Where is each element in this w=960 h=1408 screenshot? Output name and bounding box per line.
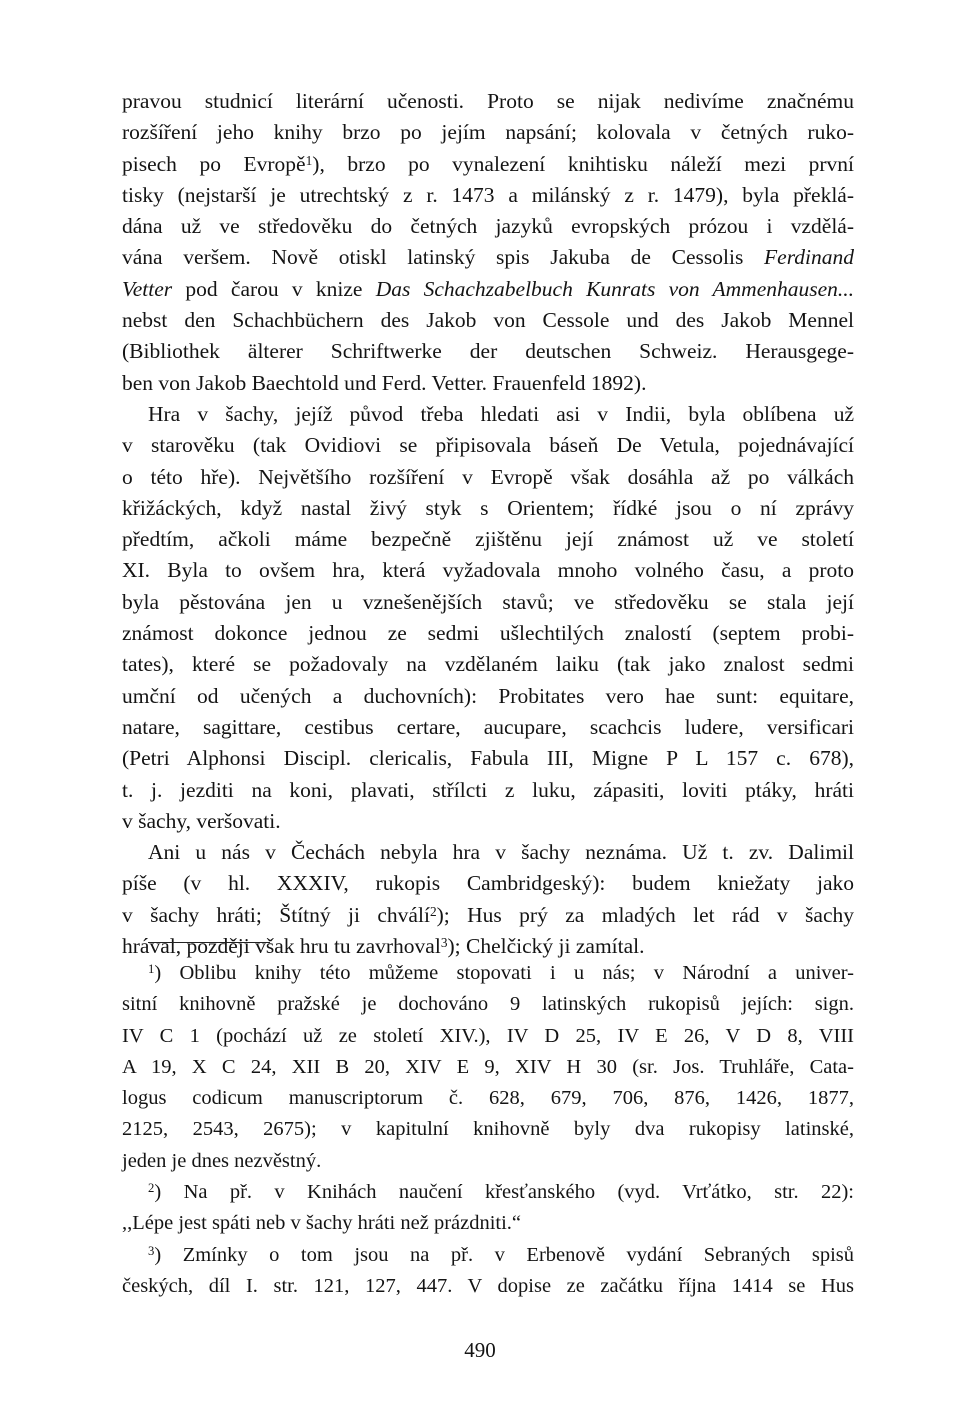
text-line: v starověku (tak Ovidiovi se připisovala báseň De Vetula, pojednávající (122, 433, 854, 458)
text-line: pravou studnicí literární učenosti. Proto se nijak nedivíme značnému (122, 89, 854, 113)
text-line: natare, sagittare, cestibus certare, aucupare, scachcis ludere, versificari (122, 714, 854, 739)
text-line: umční od učených a duchovních): Probitates vero hae sunt: equitare, (122, 683, 854, 708)
text-line: o této hře). Největšího rozšíření v Evropě však dosáhla až po válkách (122, 464, 854, 489)
text-line: tisky (nejstarší je utrechtský z r. 1473 a milánský z r. 1479), byla překlá- (122, 182, 854, 207)
italic-book-title: Das Schachzabelbuch Kunrats von Ammenhausen... (375, 276, 855, 301)
footnote-line: $^3$) Zmínky o tom jsou na př. v Erbenově vydání Sebraných spisů (148, 1243, 855, 1266)
footnote-mark: 3 (440, 935, 448, 951)
text-line: křižáckých, když nastal živý styk s Orientem; řídké jsou o ní zprávy (122, 495, 854, 520)
footnote-line: sitní knihovně pražské je dochováno 9 latinských rukopisů jejích: sign. (122, 993, 854, 1016)
footnote-line: $^2$) Na př. v Knihách naučení křesťanského (vyd. Vrťátko, str. 22): (148, 1181, 854, 1204)
footnote-mark: 2 (429, 903, 437, 919)
text-segment: ); Chelčický ji zamítal. (447, 934, 645, 959)
footnote-text: Zmínky o tom jsou na př. v Erbenově vydání Sebraných spisů (182, 1243, 855, 1266)
footnote-line: logus codicum manuscriptorum č. 628, 679, 706, 876, 1426, 1877, (122, 1087, 854, 1110)
footnote-line: 2125, 2543, 2675); v kapitulní knihovně byly dva rukopisy latinské, (122, 1118, 854, 1141)
text-line: Hra v šachy, jejíž původ třeba hledati asi v Indii, byla oblíbena už (148, 401, 854, 426)
page-number: 490 (464, 1338, 496, 1362)
text-segment: ), brzo po vynalezení knihtisku náleží mezi první (312, 151, 854, 176)
text-line: Ani u nás v Čechách nebyla hra v šachy neznáma. Už t. zv. Dalimil (148, 840, 854, 865)
text-segment: vána veršem. Nově otiskl latinský spis Jakuba de Cessolis (122, 245, 744, 270)
text-segment: v šachy hráti; Štítný ji chválí (122, 902, 430, 927)
text-line: (Bibliothek älterer Schriftwerke der deutschen Schweiz. Herausgege- (122, 339, 854, 364)
main-text (122, 86, 854, 962)
footnote-text: Oblibu knihy této můžeme stopovati i u nás; v Národní a univer- (179, 962, 854, 984)
italic-name: Ferdinand (764, 245, 854, 270)
text-line (122, 900, 854, 931)
text-line: známost dokonce jednou ze sedmi ušlechtilých znalostí (septem probi- (122, 621, 854, 646)
footnote-line: $^1$) Oblibu knihy této můžeme stopovati i u nás; v Národní a univer- (148, 962, 854, 984)
text-line: XI. Byla to ovšem hra, která vyžadovala mnoho volného času, a proto (122, 558, 854, 583)
text-line: píše (v hl. XXXIV, rukopis Cambridgeský): budem kniežaty jako (122, 871, 854, 896)
footnote-separator (148, 942, 270, 943)
text-segment: ); Hus prý za mladých let rád v šachy (436, 902, 854, 927)
text-segment: pod čarou v knize (185, 276, 363, 301)
footnote-line: A 19, X C 24, XII B 20, XIV E 9, XIV H 30 (sr. Jos. Truhláře, Cata- (122, 1055, 854, 1078)
text-line (122, 149, 854, 180)
footnote-number: 3 (148, 1243, 155, 1258)
text-segment: hrával, později však hru tu zavrhoval (122, 934, 441, 959)
text-line: nebst den Schachbüchern des Jakob von Cessole und des Jakob Mennel (122, 308, 854, 333)
footnote-text: Na př. v Knihách naučení křesťanského (vyd. Vrťátko, str. 22): (183, 1181, 854, 1204)
text-line: (Petri Alphonsi Discipl. clericalis, Fabula III, Migne P L 157 c. 678), (122, 746, 854, 771)
text-line (122, 242, 854, 273)
footnote-line: ,,Lépe jest spáti neb v šachy hráti než prázdniti.“ (122, 1212, 522, 1235)
footnote-number: 1 (148, 962, 155, 977)
footnote-line: IV C 1 (pochází už ze století XIV.), IV D 25, IV E 26, V D 8, VIII (122, 1024, 854, 1047)
text-line: v šachy, veršovati. (122, 808, 281, 833)
text-segment: pisech po Evropě (122, 151, 306, 176)
footnote-line: jeden je dnes nezvěstný. (122, 1149, 322, 1172)
text-line: ben von Jakob Baechtold und Ferd. Vetter. Frauenfeld 1892). (122, 370, 647, 395)
text-line: dána už ve středověku do četných jazyků evropských prózou i vzdělá- (122, 214, 854, 239)
footnote-mark: 1 (305, 152, 313, 168)
text-line: tates), které se požadovaly na vzdělaném laiku (tak jako znalost sedmi (122, 652, 854, 677)
footnotes (122, 958, 854, 1302)
text-line (122, 274, 854, 305)
text-line: předtím, ačkoli máme bezpečně zjištěnu její známost už ve století (122, 527, 854, 552)
text-line: rozšíření jeho knihy brzo po jejím napsání; kolovala v četných ruko- (122, 120, 854, 145)
text-line: byla pěstována jen u vznešenějších stavů; ve středověku se stala její (122, 589, 854, 614)
footnote-number: 2 (148, 1181, 155, 1196)
footnote-line: českých, díl I. str. 121, 127, 447. V dopise ze začátku října 1414 se Hus (122, 1274, 854, 1297)
italic-name: Vetter (122, 276, 173, 301)
text-line: t. j. jezditi na koni, plavati, střílcti z luku, zápasiti, loviti ptáky, hráti (122, 777, 854, 802)
